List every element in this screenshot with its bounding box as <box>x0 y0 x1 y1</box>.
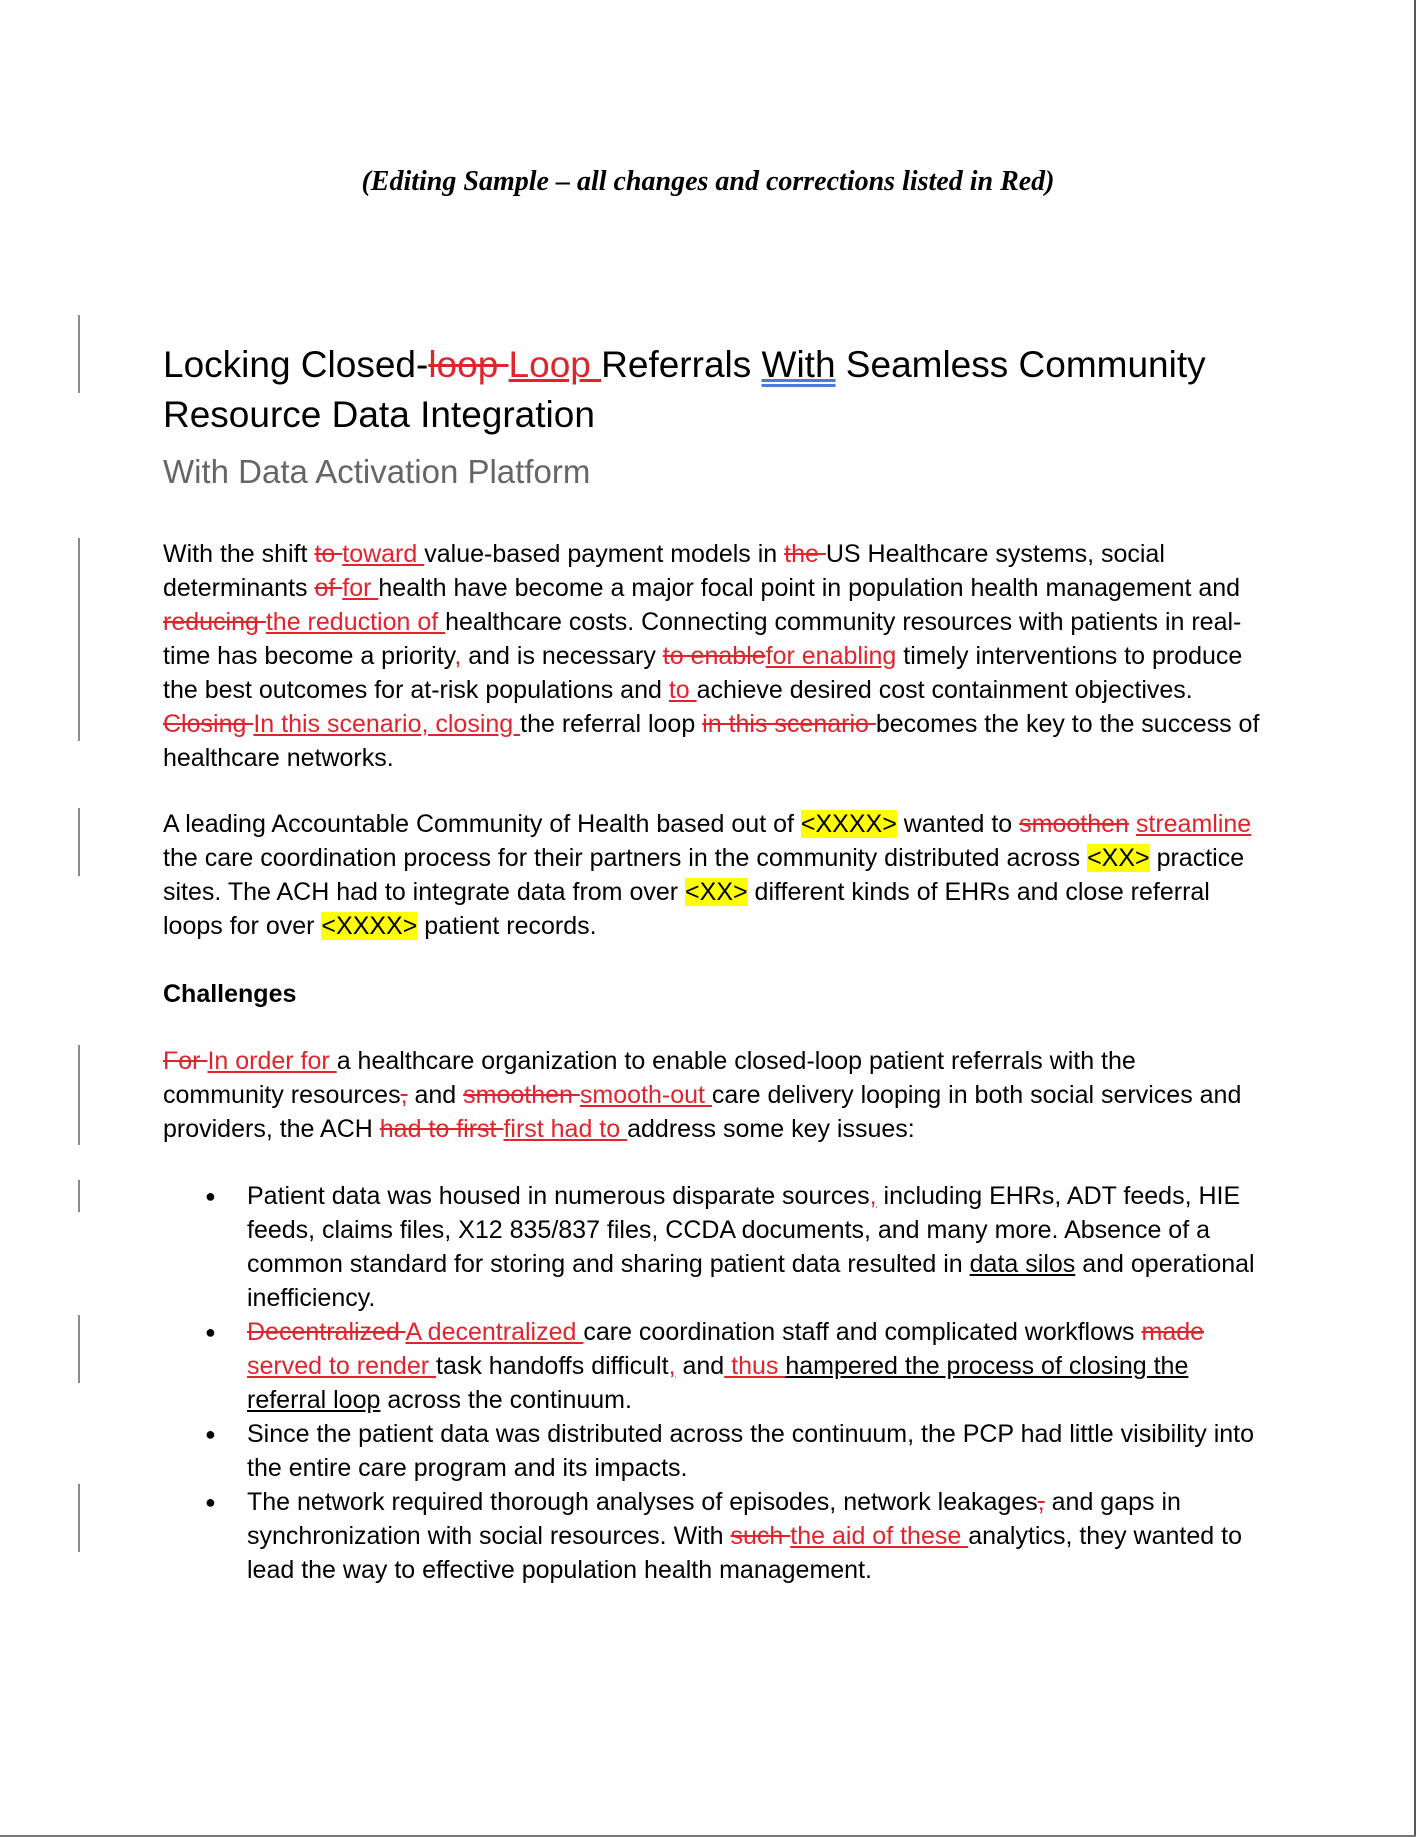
change-bar <box>78 538 80 741</box>
change-bar <box>78 1484 80 1552</box>
list-item: ● Decentralized A decentralized care coordination staff and complicated workflows made served to render task handoffs difficult, and thus hampered the process of closing the referral loop across the continuum. <box>163 1315 1263 1417</box>
placeholder-highlight: <XXXX> <box>800 810 897 838</box>
page-title: Locking Closed-loop Loop Referrals With Seamless Community Resource Data Integration <box>163 344 1206 435</box>
section-heading-challenges: Challenges <box>163 980 297 1008</box>
placeholder-highlight: <XXXX> <box>321 912 418 940</box>
change-bar <box>78 808 80 876</box>
paragraph-challenges: For In order for a healthcare organization to enable closed-loop patient referrals with the community resources, and smoothen smooth-out care delivery looping in both social services and providers, the ACH had to first first had to address some key issues: <box>163 1047 1242 1143</box>
change-bar <box>78 1045 80 1145</box>
change-bar <box>78 1315 80 1383</box>
change-bar <box>78 1180 80 1212</box>
placeholder-highlight: <XX> <box>1087 844 1150 872</box>
inserted-text: Loop <box>508 344 602 385</box>
deleted-text: loop <box>428 344 509 385</box>
page-subtitle: With Data Activation Platform <box>163 453 591 490</box>
challenge-list <box>163 1179 1263 1587</box>
list-item: ● Since the patient data was distributed across the continuum, the PCP had little visibility into the entire care program and its impacts. <box>163 1417 1263 1485</box>
list-item: ● Patient data was housed in numerous disparate sources, including EHRs, ADT feeds, HIE feeds, claims files, X12 835/837 files, CCDA documents, and many more. Absence of a common standard for storing and sharing patient data resulted in data silos and operational inefficiency. <box>163 1179 1263 1315</box>
list-item: ● The network required thorough analyses of episodes, network leakages, and gaps in synchronization with social resources. With such the aid of these analytics, they wanted to lead the way to effective population health management. <box>163 1485 1263 1587</box>
grammar-flag: With <box>761 344 836 385</box>
paragraph-intro: With the shift to toward value-based payment models in the US Healthcare systems, social determinants of for health have become a major focal point in population health management and reducing the reduction of healthcare costs. Connecting community resources with patients in real-time has become a priority, and is necessary to enablefor enabling timely interventions to produce the best outcomes for at-risk populations and to achieve desired cost containment objectives. Closing In this scenario, closing the referral loop in this scenario becomes the key to the success of healthcare networks. <box>163 540 1260 772</box>
placeholder-highlight: <XX> <box>685 878 748 906</box>
change-bar <box>78 315 80 393</box>
paragraph-ach: A leading Accountable Community of Health based out of <XXXX> wanted to smoothen streamline the care coordination process for their partners in the community distributed across <XX> practice sites. The ACH had to integrate data from over <XX> different kinds of EHRs and close referral loops for over <XXXX> patient records. <box>163 810 1252 940</box>
editing-sample-banner: (Editing Sample – all changes and corrections listed in Red) <box>361 166 1055 197</box>
